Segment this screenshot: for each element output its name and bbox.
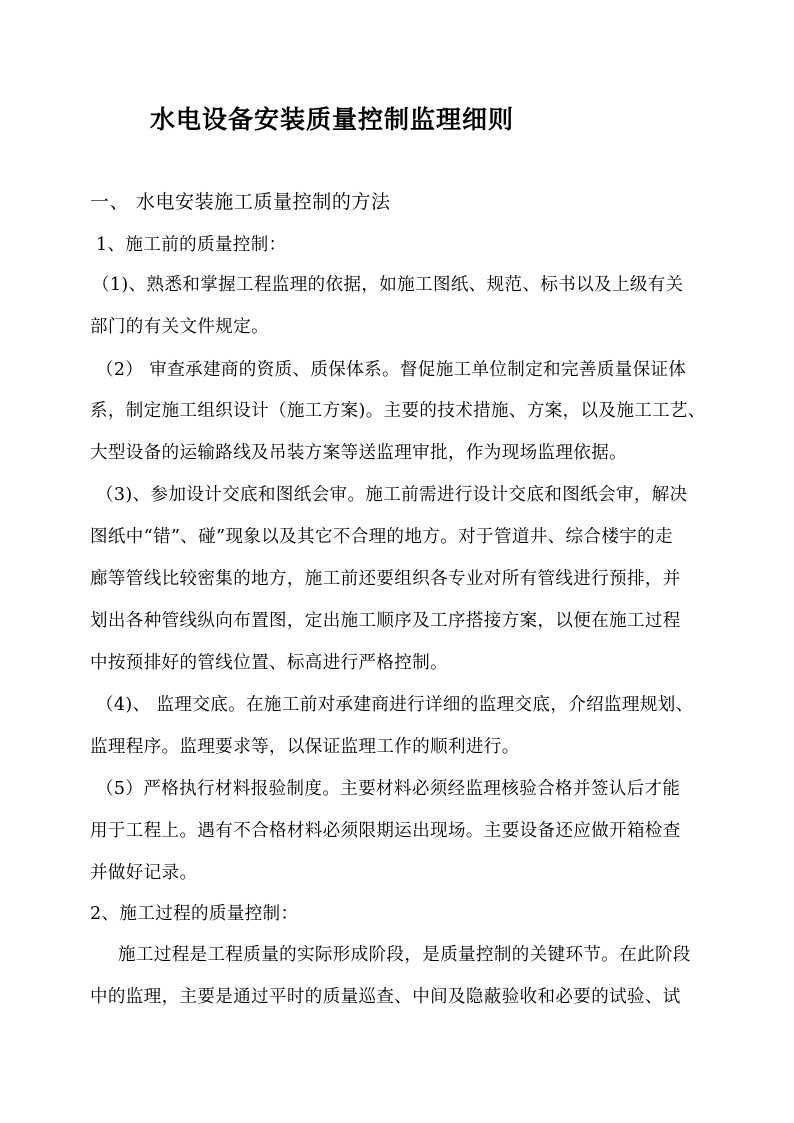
subsection-heading: 2、施工过程的质量控制：	[90, 904, 299, 924]
section-heading: 一、 水电安装施工质量控制的方法	[90, 191, 391, 213]
paragraph-line: 用于工程上。遇有不合格材料必须限期运出现场。主要设备还应做开箱检查	[90, 821, 681, 841]
paragraph-line: 划出各种管线纵向布置图，定出施工顺序及工序搭接方案，以便在施工过程	[90, 611, 681, 631]
paragraph-line: 部门的有关文件规定。	[90, 317, 269, 337]
paragraph-line: 中按预排好的管线位置、标高进行严格控制。	[90, 653, 448, 673]
paragraph-line: 廊等管线比较密集的地方，施工前还要组织各专业对所有管线进行预排，并	[90, 569, 681, 589]
paragraph-line: （2） 审查承建商的资质、质保体系。督促施工单位制定和完善质量保证体	[96, 360, 687, 380]
subsection-heading: 1、施工前的质量控制：	[96, 235, 287, 255]
paragraph-line: （4)、 监理交底。在施工前对承建商进行详细的监理交底，介绍监理规划、	[96, 695, 694, 715]
paragraph-line: 图纸中“错”、碰”现象以及其它不合理的地方。对于管道井、综合楼宇的走	[90, 527, 673, 547]
document-title: 水电设备安装质量控制监理细则	[150, 105, 515, 134]
paragraph-line: 系，制定施工组织设计（施工方案)。主要的技术措施、方案，以及施工工艺、	[90, 401, 706, 421]
paragraph-line: 并做好记录。	[90, 863, 198, 883]
paragraph-line: （1)、熟悉和掌握工程监理的依据，如施工图纸、规范、标书以及上级有关	[92, 275, 684, 295]
paragraph-line: （3)、参加设计交底和图纸会审。施工前需进行设计交底和图纸会审，解决	[96, 485, 688, 505]
paragraph-line: （5）严格执行材料报验制度。主要材料必须经监理核验合格并签认后才能	[96, 779, 681, 799]
paragraph-line: 监理程序。监理要求等，以保证监理工作的顺利进行。	[90, 737, 520, 757]
paragraph-line: 施工过程是工程质量的实际形成阶段，是质量控制的关键环节。在此阶段	[118, 945, 691, 965]
paragraph-line: 大型设备的运输路线及吊装方案等送监理审批，作为现场监理依据。	[90, 443, 627, 463]
paragraph-line: 中的监理，主要是通过平时的质量巡查、中间及隐蔽验收和必要的试验、试	[90, 987, 681, 1007]
